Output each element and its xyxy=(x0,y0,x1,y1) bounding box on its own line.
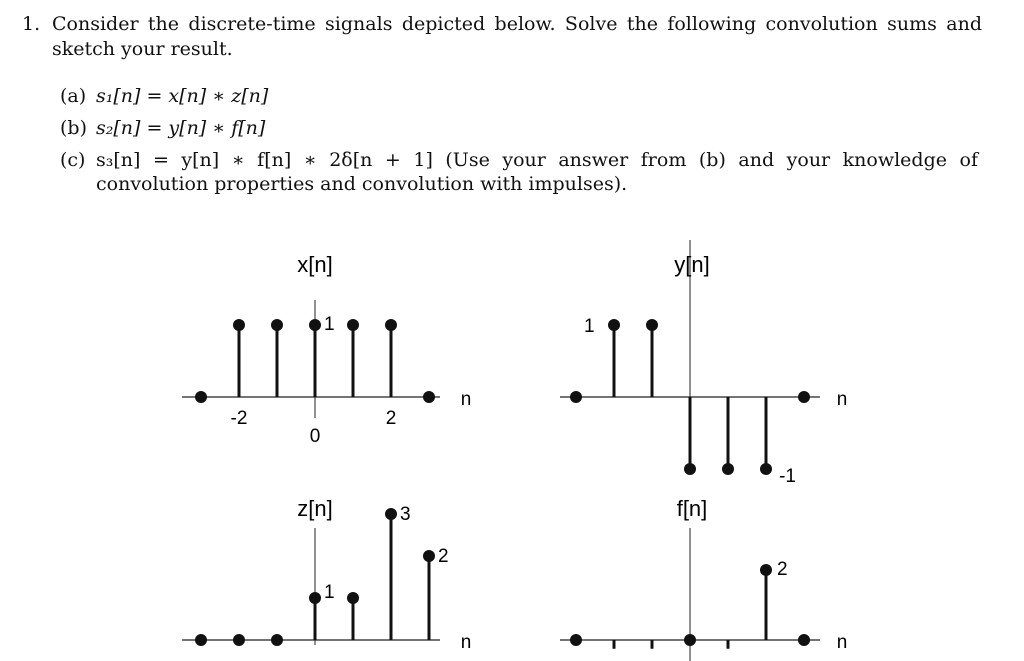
stem-marker xyxy=(423,391,435,403)
plot-title: f[n] xyxy=(676,496,708,521)
stem-marker xyxy=(608,319,620,331)
stem-marker xyxy=(309,592,321,604)
stem-marker xyxy=(760,463,772,475)
tick-label: 2 xyxy=(385,408,397,429)
part-label: (b) xyxy=(60,117,87,139)
part-equation: s₁[n] = x[n] ∗ z[n] xyxy=(96,85,269,107)
problem-number: 1. xyxy=(22,13,41,35)
plot-yn-panel xyxy=(560,240,847,487)
part-equation: s₂[n] = y[n] ∗ f[n] xyxy=(96,117,266,139)
stem-marker xyxy=(233,634,245,646)
stem-marker xyxy=(347,592,359,604)
stem-marker xyxy=(722,463,734,475)
stem-marker xyxy=(684,463,696,475)
axis-label-n: n xyxy=(836,632,848,653)
stem-marker xyxy=(423,550,435,562)
stem-marker xyxy=(385,319,397,331)
stem-marker xyxy=(760,564,772,576)
plot-zn-panel xyxy=(182,496,471,653)
stem-marker xyxy=(271,319,283,331)
value-label: -1 xyxy=(779,466,796,487)
stem-marker xyxy=(646,319,658,331)
axis-label-n: n xyxy=(460,632,472,653)
part-equation: s₃[n] = y[n] ∗ f[n] ∗ 2δ[n + 1] (Use your answer from (b) and your knowledge of convolution properties and convolution with impulses). xyxy=(96,149,978,195)
tick-label: 0 xyxy=(309,426,321,447)
stem-marker xyxy=(570,391,582,403)
plot-title: z[n] xyxy=(297,496,333,521)
axis-label-n: n xyxy=(836,389,848,410)
stem-marker xyxy=(684,634,696,646)
stem-marker xyxy=(271,634,283,646)
problem-text: Consider the discrete-time signals depicted below. Solve the following convolution sums and sketch your result. xyxy=(52,13,982,60)
stem-marker xyxy=(233,319,245,331)
stem-marker xyxy=(195,634,207,646)
value-label: 1 xyxy=(584,316,595,337)
part-label: (c) xyxy=(60,149,86,171)
stem-marker xyxy=(309,319,321,331)
plot-title: y[n] xyxy=(674,252,710,277)
stem-marker xyxy=(798,391,810,403)
part-label: (a) xyxy=(60,85,87,107)
tick-label: -2 xyxy=(230,408,248,429)
axis-label-n: n xyxy=(460,389,472,410)
stem-marker xyxy=(347,319,359,331)
stem-marker xyxy=(798,634,810,646)
value-label: 3 xyxy=(400,504,411,525)
stem-marker xyxy=(385,508,397,520)
value-label: 1 xyxy=(324,582,335,603)
value-label: 2 xyxy=(438,546,449,567)
stem-marker xyxy=(195,391,207,403)
plot-title: x[n] xyxy=(297,252,333,277)
plot-fn-panel xyxy=(560,496,847,661)
stem-marker xyxy=(570,634,582,646)
value-label: 2 xyxy=(777,559,788,580)
value-label: 1 xyxy=(324,314,335,335)
plot-xn-panel xyxy=(182,252,471,447)
